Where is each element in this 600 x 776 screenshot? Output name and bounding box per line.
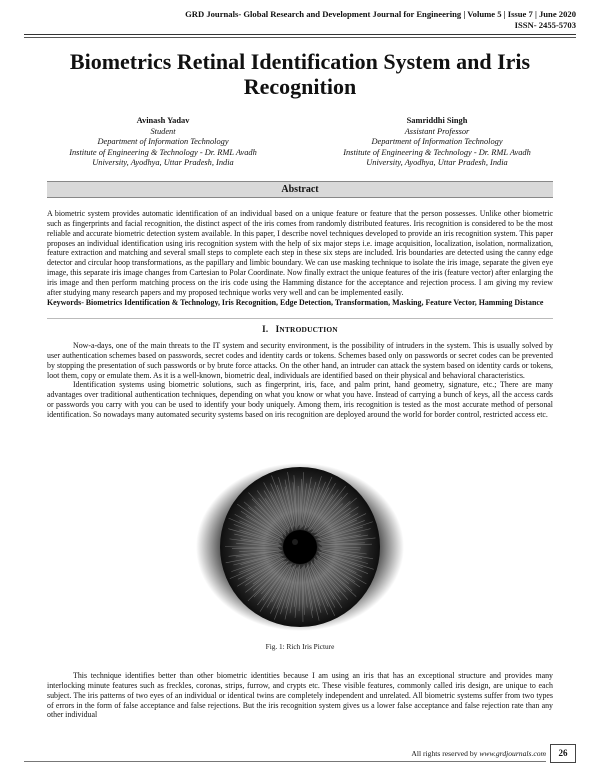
section-heading xyxy=(47,324,553,334)
header-rule-thin xyxy=(24,37,576,38)
section-rule xyxy=(47,318,553,319)
figure-caption: Fig. 1: Rich Iris Picture xyxy=(265,642,335,651)
author-name: Avinash Yadav xyxy=(136,116,190,125)
author-role: Assistant Professor xyxy=(404,126,470,136)
author-department: Department of Information Technology xyxy=(97,137,229,147)
author-name: Samriddhi Singh xyxy=(406,116,468,125)
footer-site-link[interactable]: www.grdjournals.com xyxy=(479,749,546,758)
footer-rights xyxy=(411,749,546,758)
section-title-rest: NTRODUCTION xyxy=(279,325,338,334)
header-rule xyxy=(24,34,576,35)
body-text-after-figure xyxy=(47,671,553,720)
paper-title: Biometrics Retinal Identification System and Iris Recognition xyxy=(69,49,531,99)
abstract-text: A biometric system provides automatic identification of an individual based on a unique feature or feature that the person possesses. Unlike other biometric such as fingerprints and facial recognition, the distinct aspect of the iris comes from randomly distributed features. Iris recognition is considered to be the most reliable and accurate biometric detection system available. In this paper, I describe novel techniques developed to provide an iris recognition system. This paper proposes an individual identification using iris recognition system with the help of six major steps i.e. image acquisition, localization, isolation, normalization, feature extraction and matching and several small steps to complete each step in these six steps are included. Iris boundaries are detected using the canny edge detector and circular hoop transformations, as the papillary and limbic boundary. We can use masking technique to isolate the iris image, separate the given eye image, this separate iris image changes from Cartesian to Polar Coordinate. Now finally extract the unique features of the iris (feature vector) after enlarging the iris image and then perform matching process on the iris code using the Hamming distance for the acceptance and rejection process. I am giving my review after studying many research papers and my proposed technique works very well and can be implemented easily. xyxy=(47,209,553,297)
footer-rights-prefix: All rights reserved by xyxy=(411,749,480,758)
author-institute: Institute of Engineering & Technology - Dr. RML Avadh xyxy=(69,147,257,157)
iris-picture-svg xyxy=(196,463,404,632)
section-title-initial: I xyxy=(275,324,280,334)
author-institute: Institute of Engineering & Technology - Dr. RML Avadh xyxy=(343,147,531,157)
footer-rule xyxy=(24,761,546,762)
intro-paragraph-1: Now-a-days, one of the main threats to the IT system and security environment, is the possibility of intruders in the system. This is usually solved by user authentication schemes based on passwords, secret codes and identity cards or tokens. Schemes based only on passwords or secret codes can be prevented by stopping the presentation of such passwords or by brute force attacks. On the other hand, an intruder can attack the system based on identity cards or tokens, loot them, copy or emulate them. As it is a well-known, biometric deal, individuals are identified based on their physical and behavioral characteristics. xyxy=(47,341,553,380)
section-number: I. xyxy=(262,324,269,334)
iris-image xyxy=(196,463,404,632)
author-block-1 xyxy=(28,116,298,169)
page-number: 26 xyxy=(550,744,576,763)
intro-paragraph-2: Identification systems using biometric solutions, such as fingerprint, iris, face, and palm print, hand geometry, signature, etc.; There are many advantages over traditional authentication techniques, depending on what you know or what you have. Instead of carrying a bunch of keys, all the access cards or passwords you carry with you can be used to identify your body uniquely. Among them, iris recognition is tested as the most accurate method of personal identification. So nowadays many automated security systems based on iris recognition are deployed around the world for border control, restricted access etc. xyxy=(47,380,553,419)
journal-header xyxy=(185,9,576,31)
body-paragraph: This technique identifies better than other biometric identities because I am using an iris that has an exceptional structure and provides many interlocking minute features such as freckles, coronas, strips, furrow, and crypts etc. These visible features, commonly called iris design, are unique to each subject. The iris patterns of two eyes of an individual or identical twins are completely independent and unrelated. All biometric systems suffer from two types of errors in the form of false acceptance and false rejections. But the iris recognition system gives us a lower false acceptance and false rejection rate than any other individual xyxy=(47,671,553,720)
author-department: Department of Information Technology xyxy=(371,137,503,147)
author-role: Student xyxy=(150,126,176,136)
author-block-2 xyxy=(302,116,572,169)
author-location: University, Ayodhya, Uttar Pradesh, India xyxy=(92,158,234,168)
author-location: University, Ayodhya, Uttar Pradesh, India xyxy=(366,158,508,168)
journal-line: GRD Journals- Global Research and Development Journal for Engineering | Volume 5 | Issue 7 | June 2020 xyxy=(185,9,576,19)
abstract-body xyxy=(47,209,553,307)
abstract-heading: Abstract xyxy=(47,181,553,198)
issn: ISSN- 2455-5703 xyxy=(514,20,576,30)
keywords: Keywords- Biometrics Identification & Technology, Iris Recognition, Edge Detection, Transformation, Masking, Feature Vector, Hamming Distance xyxy=(47,297,544,307)
intro-text xyxy=(47,341,553,420)
